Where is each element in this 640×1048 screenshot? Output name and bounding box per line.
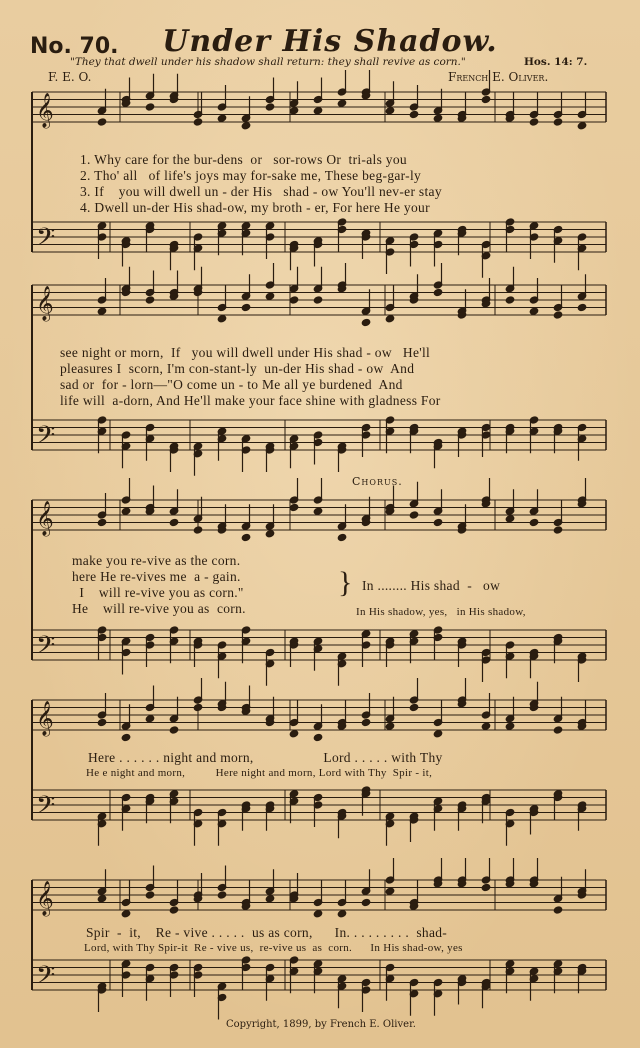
treble-clef-icon: 𝄞 xyxy=(36,93,54,128)
note-head xyxy=(529,118,539,126)
note-head xyxy=(265,103,275,111)
note-head xyxy=(193,526,203,534)
verse-3-line-a: 3. If you will dwell un - der His shad - ow You'll nev-er stay xyxy=(80,184,442,199)
note-head xyxy=(577,303,587,311)
note-head xyxy=(97,118,107,126)
note-head xyxy=(241,122,251,130)
note-head xyxy=(337,99,347,107)
scripture-epigraph: "They that dwell under his shadow shall return: they shall revive as corn." xyxy=(70,56,466,68)
verse-2-line-b: pleasures I scorn, I'm con-stant-ly un-der His shad - ow And xyxy=(60,361,415,376)
note-head xyxy=(409,511,419,519)
note-head xyxy=(313,296,323,304)
note-head xyxy=(289,503,299,511)
chorus-line-3: Spir - it, Re - vive . . . . . us as corn, In. . . . . . . . . shad- xyxy=(86,925,448,940)
treble-clef-icon: 𝄞 xyxy=(36,701,54,736)
note-head xyxy=(505,296,515,304)
note-head xyxy=(289,296,299,304)
verse-3-line-c: I will re-vive you as corn." xyxy=(72,585,244,600)
treble-clef-icon: 𝄞 xyxy=(36,501,54,536)
note-head xyxy=(433,518,443,526)
note-head xyxy=(265,895,275,903)
hymn-title: Under His Shadow. xyxy=(162,24,498,59)
note-head xyxy=(265,292,275,300)
treble-clef-icon: 𝄞 xyxy=(36,286,54,321)
verse-2-line-a: 2. Tho' all of life's joys may for-sake me, These beg-gar-ly xyxy=(80,168,422,183)
note-head xyxy=(145,715,155,723)
verse-3-line-b: sad or for - lorn—"O come un - to Me all ye burdened And xyxy=(60,377,403,392)
note-head xyxy=(145,296,155,304)
chorus-line-1-alto: In His shadow, yes, in His shadow, xyxy=(356,606,526,618)
note-head xyxy=(313,910,323,918)
note-head xyxy=(529,307,539,315)
note-head xyxy=(97,718,107,726)
note-head xyxy=(313,107,323,115)
composer-name: French E. Oliver. xyxy=(448,70,549,84)
verse-4-line-c: He will re-vive you as corn. xyxy=(72,601,246,616)
note-head xyxy=(385,315,395,323)
note-head xyxy=(433,288,443,296)
note-head xyxy=(481,95,491,103)
note-head xyxy=(361,898,371,906)
note-head xyxy=(385,107,395,115)
note-head xyxy=(97,307,107,315)
note-head xyxy=(169,906,179,914)
note-head xyxy=(193,118,203,126)
bass-clef-icon: 𝄢 xyxy=(36,421,56,456)
note-head xyxy=(169,726,179,734)
note-head xyxy=(337,533,347,541)
note-head xyxy=(409,110,419,118)
note-head xyxy=(553,311,563,319)
verse-1-line-c: make you re-vive as the corn. xyxy=(72,553,241,568)
note-head xyxy=(433,114,443,122)
note-head xyxy=(289,730,299,738)
verse-1-line-a: 1. Why care for the bur-dens or sor-rows Or tri-als you xyxy=(80,152,407,167)
note-head xyxy=(193,703,203,711)
bass-clef-icon: 𝄢 xyxy=(36,631,56,666)
note-head xyxy=(481,883,491,891)
note-head xyxy=(121,733,131,741)
chorus-line-1: In ........ His shad - ow xyxy=(362,578,501,593)
treble-clef-icon: 𝄞 xyxy=(36,881,54,916)
note-head xyxy=(553,118,563,126)
bass-clef-icon: 𝄢 xyxy=(36,791,56,826)
note-head xyxy=(265,530,275,538)
lyricist-initials: F. E. O. xyxy=(48,70,92,84)
chorus-line-2-alto: He e night and morn, Here night and morn, Lord with Thy Spir - it, xyxy=(86,767,433,779)
note-head xyxy=(361,318,371,326)
note-head xyxy=(553,526,563,534)
hymn-number: No. 70. xyxy=(30,34,119,59)
chorus-line-2: Here . . . . . . night and morn, Lord . . . . . with Thy xyxy=(88,750,443,765)
note-head xyxy=(145,891,155,899)
note-head xyxy=(553,726,563,734)
note-head xyxy=(241,533,251,541)
scripture-reference: Hos. 14: 7. xyxy=(524,56,588,68)
note-head xyxy=(217,114,227,122)
bass-clef-icon: 𝄢 xyxy=(36,223,56,258)
note-head xyxy=(241,303,251,311)
note-head xyxy=(505,722,515,730)
note-head xyxy=(337,910,347,918)
chorus-label: Chorus. xyxy=(352,475,403,488)
verse-4-line-b: life will a-dorn, And He'll make your face shine with gladness For xyxy=(60,393,441,408)
note-head xyxy=(505,515,515,523)
verse-1-line-b: see night or morn, If you will dwell under His shad - ow He'll xyxy=(60,345,431,360)
note-head xyxy=(481,722,491,730)
note-head xyxy=(145,103,155,111)
note-head xyxy=(313,507,323,515)
note-head xyxy=(553,906,563,914)
note-head xyxy=(313,733,323,741)
note-head xyxy=(169,518,179,526)
note-head xyxy=(217,315,227,323)
chorus-line-3-alto: Lord, with Thy Spir-it Re - vive us, re-vive us as corn. In His shad-ow, yes xyxy=(84,942,463,954)
note-head xyxy=(97,895,107,903)
note-head xyxy=(529,518,539,526)
note-head xyxy=(409,703,419,711)
verse-brace: } xyxy=(338,566,353,599)
bass-clef-icon: 𝄢 xyxy=(36,961,56,996)
note-head xyxy=(385,887,395,895)
note-head xyxy=(361,718,371,726)
note-head xyxy=(217,891,227,899)
note-head xyxy=(577,122,587,130)
note-head xyxy=(385,722,395,730)
note-head xyxy=(289,107,299,115)
verse-4-line-a: 4. Dwell un-der His shad-ow, my broth - er, For here He your xyxy=(80,200,430,215)
copyright-notice: Copyright, 1899, by French E. Oliver. xyxy=(226,1019,416,1030)
note-head xyxy=(121,910,131,918)
verse-2-line-c: here He re-vives me a - gain. xyxy=(72,569,241,584)
note-head xyxy=(433,730,443,738)
note-head xyxy=(121,507,131,515)
note-head xyxy=(97,518,107,526)
